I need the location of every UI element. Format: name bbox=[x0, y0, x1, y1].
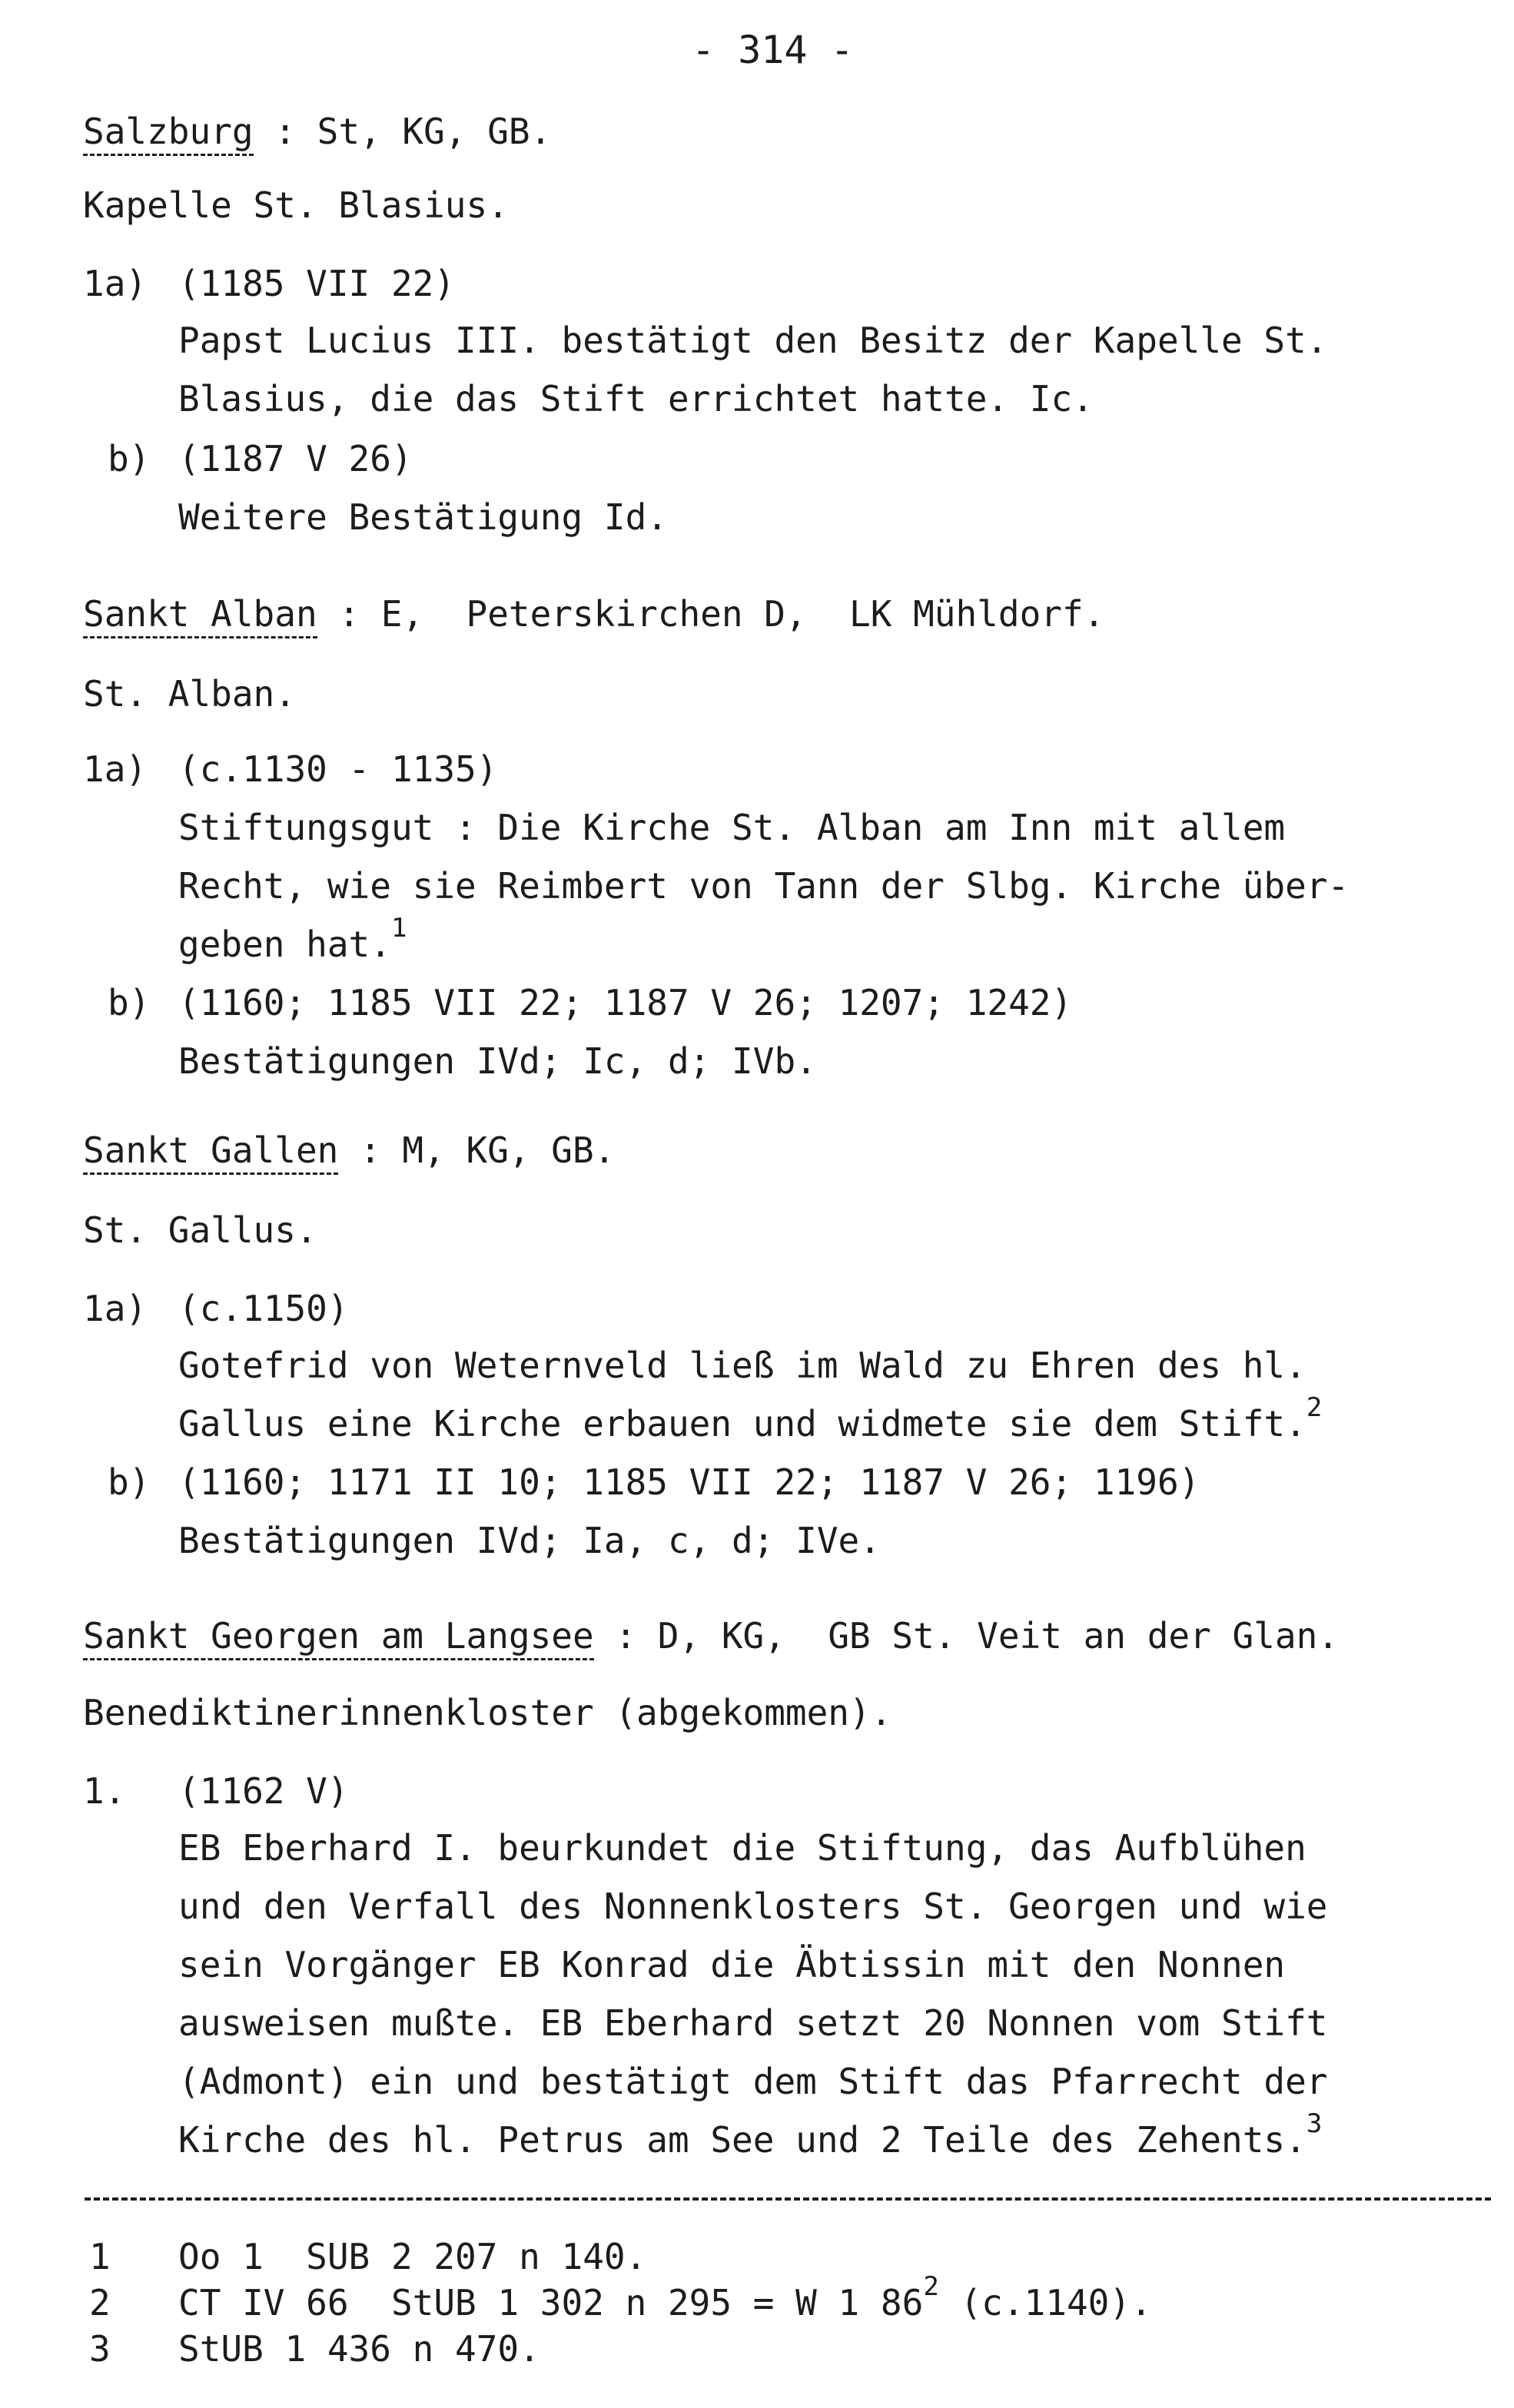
entry-heading bbox=[83, 1129, 616, 1171]
place-info: : M, KG, GB. bbox=[360, 1129, 616, 1171]
item-text-line: Papst Lucius III. bestätigt den Besitz der Kapelle St. bbox=[178, 320, 1328, 361]
footnote-ref: 3 bbox=[1306, 2108, 1323, 2139]
item-date: (c.1150) bbox=[178, 1288, 349, 1329]
item-date: (1187 V 26) bbox=[178, 438, 413, 479]
item-date: (1160; 1185 VII 22; 1187 V 26; 1207; 1242) bbox=[178, 982, 1073, 1023]
entry-heading bbox=[83, 111, 552, 152]
item-label: 1a) bbox=[83, 748, 148, 790]
item-label: b) bbox=[108, 438, 151, 479]
item-text-line: und den Verfall des Nonnenklosters St. Georgen und wie bbox=[178, 1886, 1328, 1927]
footnote-ref: 1 bbox=[390, 913, 407, 944]
footnote-superscript: 2 bbox=[923, 2271, 939, 2302]
item-text-line: Blasius, die das Stift errichtet hatte. Ic. bbox=[178, 378, 1094, 420]
place-info: : E, Peterskirchen D, LK Mühldorf. bbox=[338, 593, 1105, 635]
church-name: St. Alban. bbox=[83, 673, 296, 715]
item-label: b) bbox=[108, 982, 151, 1023]
item-text-line: Bestätigungen IVd; Ic, d; IVb. bbox=[178, 1040, 817, 1082]
item-text-line: Stiftungsgut : Die Kirche St. Alban am Inn mit allem bbox=[178, 807, 1286, 848]
item-text-line: (Admont) ein und bestätigt dem Stift das Pfarrecht der bbox=[178, 2061, 1328, 2102]
item-date: (c.1130 - 1135) bbox=[178, 748, 498, 790]
footnote-number: 3 bbox=[89, 2328, 111, 2370]
item-text-line: Recht, wie sie Reimbert von Tann der Slbg. Kirche über- bbox=[178, 865, 1350, 907]
church-name: Kapelle St. Blasius. bbox=[83, 184, 509, 226]
item-date: (1160; 1171 II 10; 1185 VII 22; 1187 V 26; 1196) bbox=[178, 1461, 1200, 1503]
item-label: 1. bbox=[83, 1770, 126, 1812]
entry-heading bbox=[83, 593, 1105, 635]
item-text-line: sein Vorgänger EB Konrad die Äbtissin mit den Nonnen bbox=[178, 1944, 1286, 1985]
item-text-line: Weitere Bestätigung Id. bbox=[178, 496, 668, 538]
place-info: : D, KG, GB St. Veit an der Glan. bbox=[615, 1615, 1339, 1657]
footnote-text: CT IV 66 StUB 1 302 n 295 = W 1 $86^2$ (c.1140). bbox=[178, 2271, 1152, 2323]
item-label: 1a) bbox=[83, 263, 148, 304]
item-date: (1162 V) bbox=[178, 1770, 349, 1812]
footnote-text: Oo 1 SUB 2 207 n 140. bbox=[178, 2236, 647, 2277]
footnote-separator bbox=[85, 2197, 1491, 2201]
item-label: 1a) bbox=[83, 1288, 148, 1329]
item-text-line: EB Eberhard I. beurkundet die Stiftung, das Aufblühen bbox=[178, 1827, 1306, 1869]
church-name: Benediktinerinnenkloster (abgekommen). bbox=[83, 1692, 892, 1733]
footnote-ref: 2 bbox=[1306, 1392, 1323, 1423]
entry-heading bbox=[83, 1615, 1339, 1657]
item-text-line: Gallus eine Kirche erbauen und widmete sie dem Stift.$^2$ bbox=[178, 1392, 1323, 1444]
place-name: Sankt Gallen bbox=[83, 1129, 338, 1175]
item-text-line: ausweisen mußte. EB Eberhard setzt 20 Nonnen vom Stift bbox=[178, 2002, 1328, 2044]
item-text-line: Gotefrid von Weternveld ließ im Wald zu Ehren des hl. bbox=[178, 1345, 1306, 1386]
place-name: Salzburg bbox=[83, 111, 254, 156]
page-number: - 314 - bbox=[692, 28, 854, 72]
item-label: b) bbox=[108, 1461, 151, 1503]
footnote-number: 1 bbox=[89, 2236, 111, 2277]
item-text-line: Bestätigungen IVd; Ia, c, d; IVe. bbox=[178, 1520, 881, 1561]
item-date: (1185 VII 22) bbox=[178, 263, 456, 304]
place-name: Sankt Alban bbox=[83, 593, 317, 638]
footnote-number: 2 bbox=[89, 2282, 111, 2323]
item-text-line: geben hat.$^1$ bbox=[178, 913, 407, 965]
place-name: Sankt Georgen am Langsee bbox=[83, 1615, 594, 1660]
item-text-line: Kirche des hl. Petrus am See und 2 Teile des Zehents.$^3$ bbox=[178, 2108, 1323, 2161]
footnote-text: StUB 1 436 n 470. bbox=[178, 2328, 540, 2370]
church-name: St. Gallus. bbox=[83, 1209, 317, 1251]
place-info: : St, KG, GB. bbox=[274, 111, 552, 152]
